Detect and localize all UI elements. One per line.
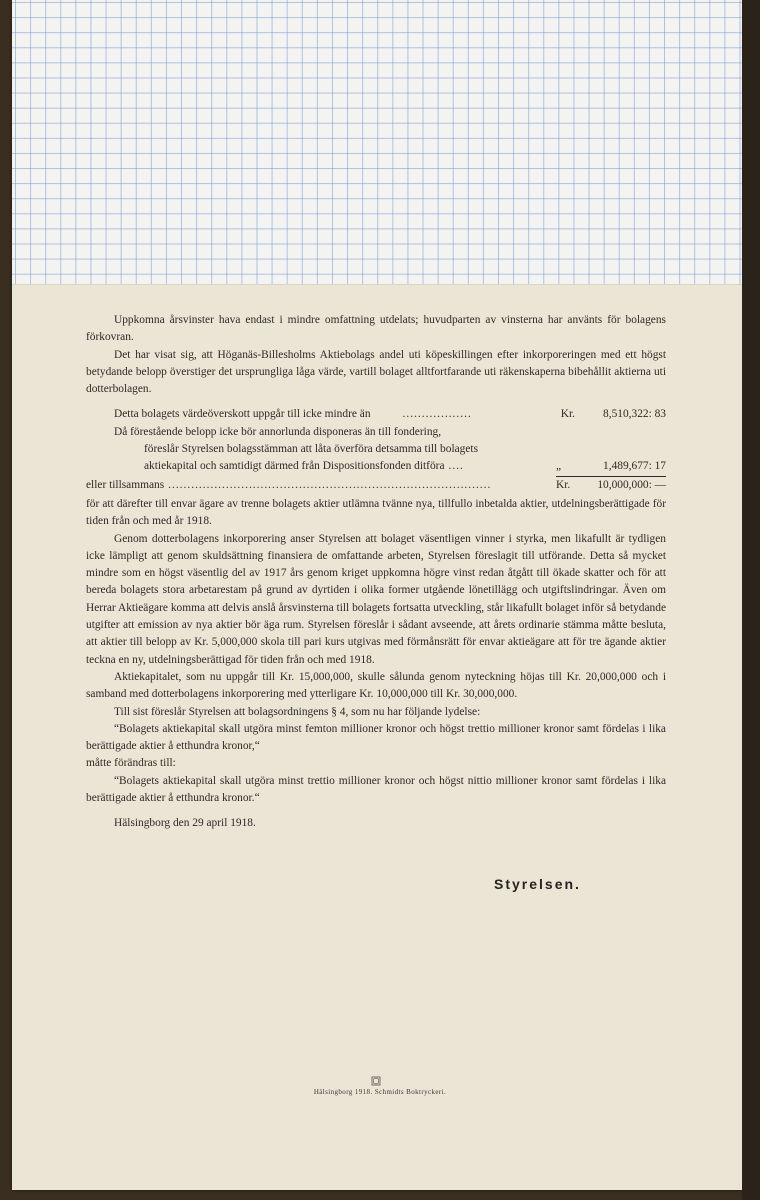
ledger-row-2-currency: „ — [556, 460, 562, 473]
paragraph-5: Aktiekapitalet, som nu uppgår till Kr. 15,000,000, skulle sålunda genom nyteckning höjas till Kr. 20,000,000 och i samband med dotterbolagens inkorporering med ytterligare Kr. 10,000,000 till Kr. 30,000,000. — [86, 670, 666, 701]
ledger-row-2 — [86, 458, 666, 476]
quote-new-wording: “Bolagets aktiekapital skall utgöra minst trettio millioner kronor och högst nittio millioner kronor samt fördelas i lika berättigade aktier å etthundra kronor.“ — [86, 774, 666, 805]
ledger-total-label: eller tillsammans — [86, 478, 165, 491]
ledger-row-1-dots: .................. — [402, 408, 472, 421]
ledger-row-2-label: aktiekapital och samtidigt därmed från Dispositionsfonden ditföra — [144, 460, 445, 473]
ledger-total-currency: Kr. — [556, 478, 571, 491]
document-body — [86, 312, 666, 833]
ledger-row-1-label: Detta bolagets värdeöverskott uppgår till icke mindre än — [114, 408, 371, 421]
ledger-row-1-amount-cell — [533, 406, 666, 423]
paragraph-1: Uppkomna årsvinster hava endast i mindre omfattning utdelats; huvudparten av vinsterna har använts för bolagens förkovran. — [86, 314, 666, 344]
right-edge — [742, 0, 760, 1200]
ledger-row-2-amount-cell — [556, 458, 666, 476]
ledger-total-row — [86, 477, 666, 494]
paragraph-7: måtte förändras till: — [86, 757, 176, 770]
signature: Styrelsen. — [494, 876, 581, 892]
quote-current-wording: “Bolagets aktiekapital skall utgöra minst femton millioner kronor och högst trettio millioner kronor samt fördelas i lika berättigade aktier å etthundra kronor,“ — [86, 722, 666, 753]
ledger-row-1-currency: Kr. — [560, 408, 576, 421]
printer-imprint: Hälsingborg 1918. Schmidts Boktryckeri. — [313, 1088, 447, 1096]
ledger-row-2-line-1: Då förestående belopp icke bör annorlunda disponeras än till fondering, — [114, 425, 442, 438]
printer-emblem-icon — [371, 1076, 381, 1086]
paragraph-3: för att därefter till envar ägare av trenne bolagets aktier utlämna tvänne nya, tillfullo inbetalda aktier, utdelningsberättigade för tiden från och med år 1918. — [86, 497, 666, 528]
ledger-row-2-line-2: föreslår Styrelsen bolagsstämman att låta överföra detsamma till bolagets — [144, 443, 479, 456]
ledger-row-2-dots: .... — [448, 460, 464, 473]
dateline: Hälsingborg den 29 april 1918. — [114, 817, 256, 830]
grid-paper-strip — [12, 0, 742, 285]
paragraph-2: Det har visat sig, att Höganäs-Billesholms Aktiebolags andel uti köpeskillingen efter inkorporeringen med ett högst betydande belopp överstiger det ursprungliga låga värde, vartill bolaget alltfortfarande uti räkenskaperna bibehållit aktierna uti dotterbolagen. — [86, 348, 666, 396]
ledger-total-amount: 10,000,000: — — [597, 478, 666, 491]
paragraph-6: Till sist föreslår Styrelsen att bolagsordningens § 4, som nu har följande lydelse: — [114, 705, 481, 718]
ledger-row-1 — [86, 406, 666, 423]
ledger-total-amount-cell — [556, 477, 666, 494]
ledger-total-dots: .................................................................................... — [168, 478, 492, 491]
ledger-row-2-amount: 1,489,677: 17 — [603, 460, 666, 473]
ledger-row-1-amount: 8,510,322: 83 — [603, 408, 666, 421]
paragraph-4: Genom dotterbolagens inkorporering anser Styrelsen att bolaget väsentligen vinner i styrka, men likafullt är tydligen icke lämpligt att genom skuldsättning finansiera de omfattande arbeten, Styrelsen föreslagit till utförande. Detta så mycket mindre som en högst väsentlig del av 1917 års genom kriget uppkomna högre vinst redan åtgått till ökade skatter och för att bereda bolagets stora arbetarestam på grund av dyrtiden i olika former utgående lönetillägg och utgiftslindringar. Även om Herrar Aktieägare komma att delvis anslå årsvinsterna till bolagets fortsatta utveckling, står likafullt bolaget inför så betydande utgifter att emission av nya aktier bör äga rum. Styrelsen föreslår i sådant avseende, att årets ordinarie stämma måtte besluta, att aktier till belopp av Kr. 5,000,000 skola till pari kurs utgivas med förmånsrätt för envar aktieägare att för tre ägande aktier teckna en ny, utdelningsberättigad för tiden från och med 1918. — [86, 532, 666, 666]
